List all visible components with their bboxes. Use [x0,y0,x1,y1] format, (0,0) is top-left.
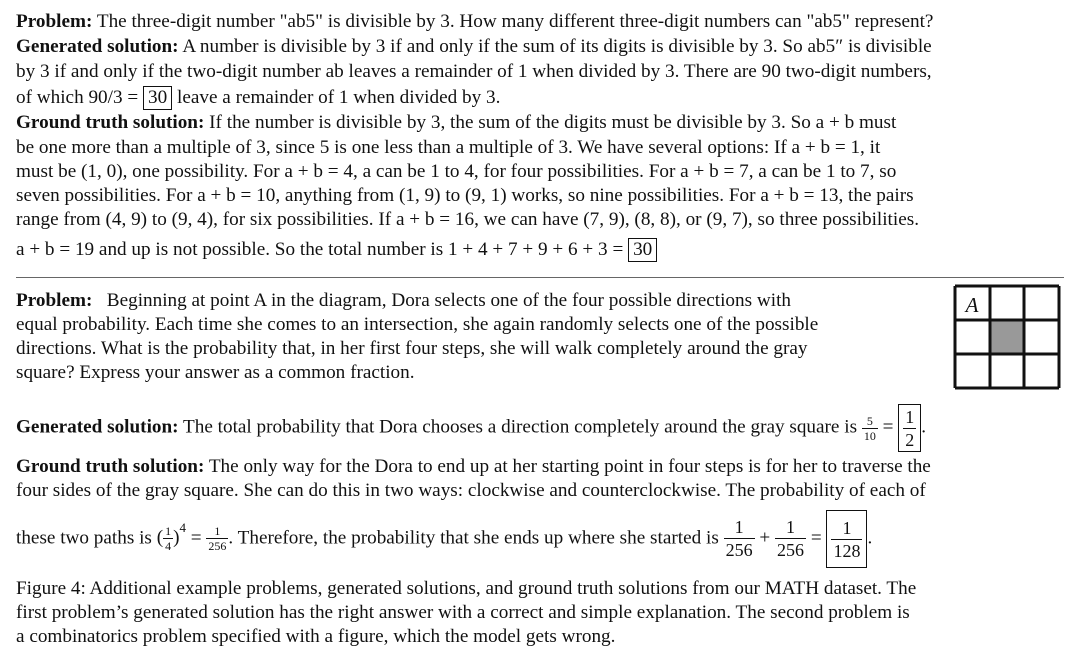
p1-ground-line-6 [16,238,657,262]
p1-ground-line-3: must be (1, 0), one possibility. For a + b = 4, a can be 1 to 4, for four possibilities. For a + b = 7, a can be 1 to 7, so [16,161,897,182]
gray-square [990,320,1024,354]
p1-ground-line-1 [16,111,896,135]
p2-problem-label: Problem: [16,290,93,311]
fraction-denominator: 128 [833,541,861,562]
p2-ground-equals-2: = [810,527,822,549]
p1-ground-label: Ground truth solution: [16,112,205,133]
grid-diagram [953,284,1061,390]
fraction-numerator: 1 [775,518,806,539]
fraction-denominator: 4 [165,539,172,554]
p2-ground-answer-box [826,510,867,568]
fraction-numerator: 1 [206,525,228,539]
p1-ground-line-2: be one more than a multiple of 3, since 5 is one less than a multiple of 3. We have several options: If a + b = 1, it [16,137,881,158]
p2-generated-equals: = [882,416,894,438]
p2-problem-line-4: square? Express your answer as a common fraction. [16,362,415,383]
p1-generated-line-2: by 3 if and only if the two-digit number ab leaves a remainder of 1 when divided by 3. There are 90 two-digit numbers, [16,61,932,82]
p2-ground-text-3b: . Therefore, the probability that she ends up where she started is [228,527,719,549]
fraction-denominator: 10 [863,428,876,443]
p2-power-expression: ( $\frac{1}{4}$ )$^4$ [156,520,186,554]
fraction-denominator: 256 [208,539,227,554]
point-a-label: A [965,293,979,317]
p2-problem-line-2: equal probability. Each time she comes to an intersection, she again randomly selects one of the possible [16,314,819,335]
p1-generated-text-4: leave a remainder of 1 when divided by 3. [176,87,501,108]
p2-generated-fraction [862,415,878,442]
power-exponent: 4 [179,520,186,535]
p2-ground-equals: = [190,527,202,549]
p2-problem-line-3: directions. What is the probability that, in her first four steps, she will walk completely around the gray [16,338,808,359]
p2-generated-text: The total probability that Dora chooses a direction completely around the gray square is [183,416,858,438]
p1-generated-label: Generated solution: [16,36,179,57]
p1-generated-line-1 [16,35,932,59]
figure-caption-line-1: Figure 4: Additional example problems, generated solutions, and ground truth solutions from our MATH dataset. The [16,578,917,599]
p2-plus: + [759,527,771,549]
p1-ground-line-4: seven possibilities. For a + b = 10, anything from (1, 9) to (9, 1) works, so nine possibilities. For a + b = 13, the pairs [16,185,914,206]
fraction-denominator: 256 [725,540,753,561]
p2-ground-label: Ground truth solution: [16,456,205,477]
fraction-numerator: 1 [724,518,755,539]
p1-problem-line [16,10,933,34]
p2-ground-line-2: four sides of the gray square. She can do this in two ways: clockwise and counterclockwise. The probability of each of [16,480,926,501]
p1-generated-text-1: A number is divisible by 3 if and only if the sum of its digits is divisible by 3. So ab5″ is divisible [182,36,932,57]
figure-caption-line-2: first problem’s generated solution has the right answer with a correct and simple explanation. The second problem is [16,602,910,623]
p2-ground-text-3: these two paths is [16,527,152,549]
p1-ground-answer-box: 30 [628,238,657,262]
p1-ground-line-5: range from (4, 9) to (9, 4), for six possibilities. If a + b = 16, we can have (7, 9), (8, 8), or (9, 7), so three possibilities. [16,209,920,230]
p1-ground-text-1: If the number is divisible by 3, the sum of the digits must be divisible by 3. So a + b must [209,112,897,133]
p1-generated-text-3: of which 90/3 = [16,87,139,108]
fraction-numerator: 5 [862,415,878,429]
p1-problem-text: The three-digit number "ab5" is divisible by 3. How many different three-digit numbers can "ab5" represent? [96,11,934,32]
p2-small-fraction [206,525,228,552]
p2-sum-fraction-a [724,518,755,559]
p1-problem-label: Problem: [16,11,93,32]
p2-ground-text-1: The only way for the Dora to end up at her starting point in four steps is for her to traverse the [208,456,931,477]
p2-problem-line-1 [16,289,791,313]
p1-generated-line-3 [16,86,500,110]
fraction-numerator: 1 [165,524,172,539]
fraction-denominator: 256 [777,540,805,561]
p2-generated-answer-fraction [903,408,916,449]
p2-ground-line-3: these two paths is ( $\frac{1}{4}$ )$^4$ = $\frac{1}{256}$ . Therefore, the probability that she ends up where she started is $\frac{1}{256}$ + $\frac{1}{256}$ = $\frac{1}{128}$ . [16,506,872,568]
figure-caption-line-3: a combinatorics problem specified with a figure, which the model gets wrong. [16,626,616,647]
p2-problem-text-1: Beginning at point A in the diagram, Dora selects one of the four possible directions with [106,290,791,311]
p1-ground-text-6: a + b = 19 and up is not possible. So the total number is 1 + 4 + 7 + 9 + 6 + 3 = [16,239,624,260]
fraction-denominator: 2 [905,430,915,451]
fraction-numerator: 1 [831,519,862,540]
p2-generated-label: Generated solution: [16,416,179,438]
p2-sum-fraction-b [775,518,806,559]
p2-generated-line: Generated solution: The total probability that Dora chooses a direction completely around the gray square is $\frac{5}{10}$ = $\frac{1}{2}$ . [16,404,926,452]
p1-generated-answer-box: 30 [143,86,172,110]
p2-ground-answer-fraction [831,519,862,560]
p2-ground-line-1 [16,455,931,479]
p2-generated-answer-box [898,404,921,452]
p2-power-fraction [163,525,173,552]
fraction-numerator: 1 [905,407,915,428]
section-divider [16,277,1064,278]
